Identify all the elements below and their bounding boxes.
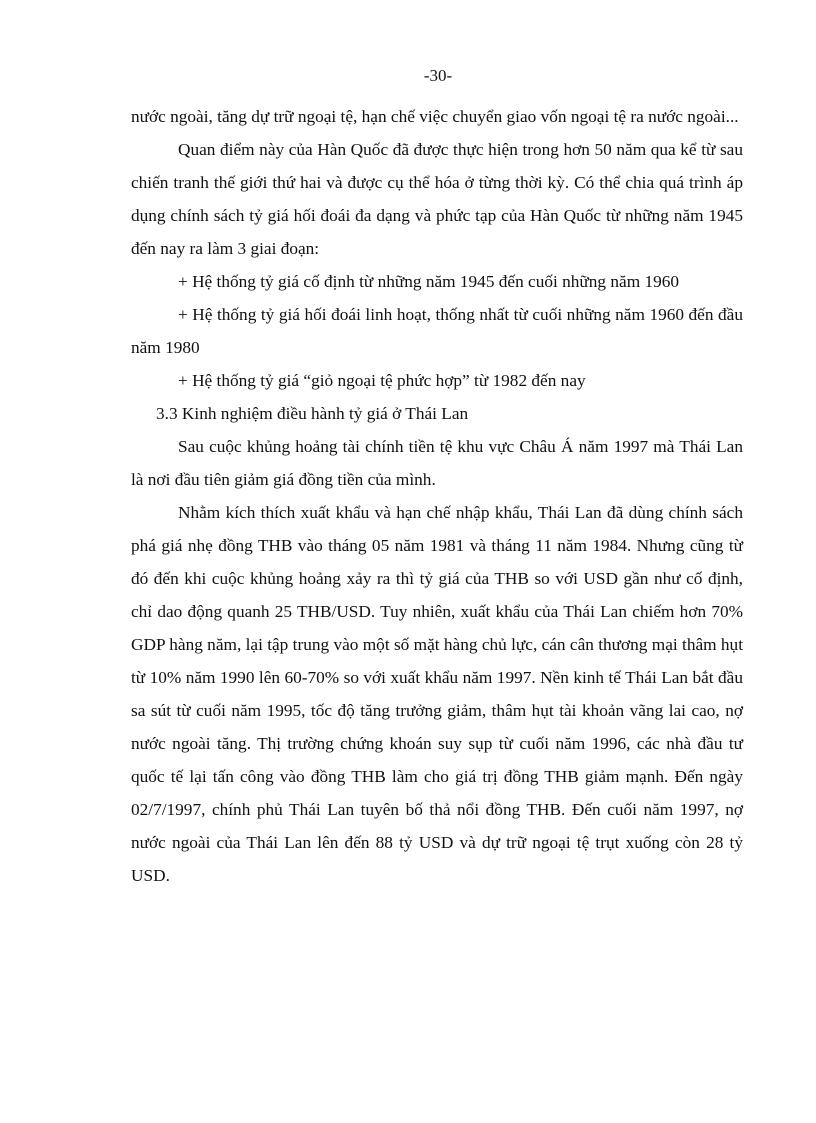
paragraph-continuation: nước ngoài, tăng dự trữ ngoại tệ, hạn chế việc chuyển giao vốn ngoại tệ ra nước ngoài... <box>131 107 739 126</box>
paragraph-thailand-details: Nhằm kích thích xuất khẩu và hạn chế nhập khẩu, Thái Lan đã dùng chính sách phá giá nhẹ đồng THB vào tháng 05 năm 1981 và tháng 11 năm 1984. Nhưng cũng từ đó đến khi cuộc khủng hoảng xảy ra thì tỷ giá của THB so với USD gần như cố định, chỉ dao động quanh 25 THB/USD. Tuy nhiên, xuất khẩu của Thái Lan chiếm hơn 70% GDP hàng năm, lại tập trung vào một số mặt hàng chủ lực, cán cân thương mại thâm hụt từ 10% năm 1990 lên 60-70% so với xuất khẩu năm 1997. Nền kinh tế Thái Lan bắt đầu sa sút từ cuối năm 1995, tốc độ tăng trưởng giảm, thâm hụt tài khoản vãng lai cao, nợ nước ngoài tăng. Thị trường chứng khoán suy sụp từ cuối năm 1996, các nhà đầu tư quốc tế lại tấn công vào đồng THB làm cho giá trị đồng THB giảm mạnh. Đến ngày 02/7/1997, chính phủ Thái Lan tuyên bố thả nổi đồng THB. Đến cuối năm 1997, nợ nước ngoài của Thái Lan lên đến 88 tỷ USD và dự trữ ngoại tệ trụt xuống còn 28 tỷ USD. <box>131 503 743 885</box>
section-heading: 3.3 Kinh nghiệm điều hành tỷ giá ở Thái Lan <box>156 404 469 423</box>
paragraph-thailand-crisis: Sau cuộc khủng hoảng tài chính tiền tệ khu vực Châu Á năm 1997 mà Thái Lan là nơi đầu tiên giảm giá đồng tiền của mình. <box>131 437 743 489</box>
list-item-currency-basket: + Hệ thống tỷ giá “giỏ ngoại tệ phức hợp” từ 1982 đến nay <box>178 371 586 390</box>
paragraph-korea-exchange-policy: Quan điểm này của Hàn Quốc đã được thực hiện trong hơn 50 năm qua kể từ sau chiến tranh thế giới thứ hai và được cụ thể hóa ở từng thời kỳ. Có thể chia quá trình áp dụng chính sách tỷ giá hối đoái đa dạng và phức tạp của Hàn Quốc từ những năm 1945 đến nay ra làm 3 giai đoạn: <box>131 140 743 258</box>
page-number: -30- <box>423 66 453 85</box>
list-item-fixed-rate: + Hệ thống tỷ giá cố định từ những năm 1945 đến cuối những năm 1960 <box>178 272 680 291</box>
document-body <box>131 100 743 892</box>
list-item-flexible-rate: + Hệ thống tỷ giá hối đoái linh hoạt, thống nhất từ cuối những năm 1960 đến đầu năm 1980 <box>131 305 743 357</box>
